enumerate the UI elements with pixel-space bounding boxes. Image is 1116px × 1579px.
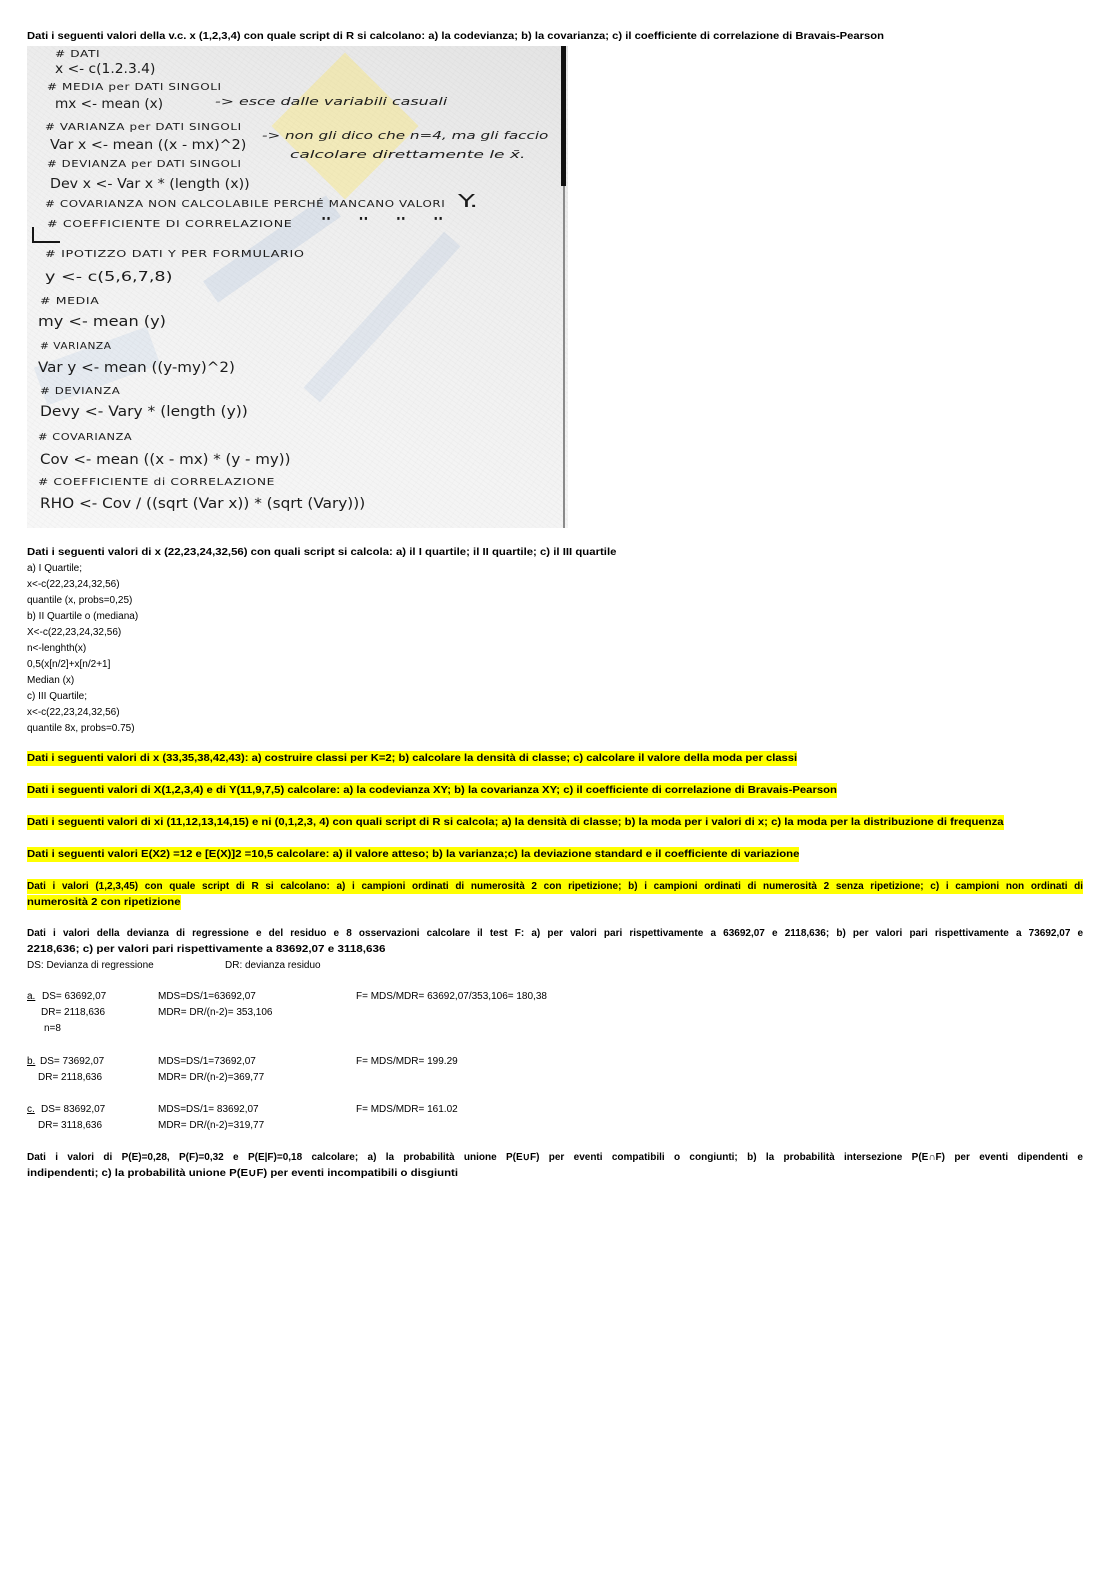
case-mdr: MDR= DR/(n-2)= 353,106: [158, 1007, 273, 1018]
exercise-probability: [27, 1150, 1083, 1182]
handwritten-code: y <- c(5,6,7,8): [45, 270, 173, 285]
handwritten-comment: # IPOTIZZO DATI Y PER FORMULARIO: [45, 249, 305, 260]
case-dr: DR= 2118,636: [41, 1007, 106, 1018]
case-dr: DR= 3118,636: [38, 1120, 103, 1131]
highlighted-question-3: [27, 815, 1004, 831]
highlighted-question-2: [27, 783, 837, 799]
answer-line: c) III Quartile;: [27, 691, 88, 702]
handwritten-code: x <- c(1.2.3.4): [55, 62, 156, 77]
scan-edge-line: [563, 186, 565, 528]
handwritten-code: Dev x <- Var x * (length (x)): [50, 177, 250, 192]
highlighted-question-text: Dati i valori (1,2,3,45) con quale script di R si calcolano: a) i campioni ordinati di numerosità 2 con ripetizione; b) i campioni ordinati di numerosità 2 senza ripetizione; c) i campioni non ordinati di: [27, 881, 1084, 892]
handwritten-annotation: -> non gli dico che n=4, ma gli faccio: [262, 129, 549, 142]
case-label: a.: [27, 991, 36, 1002]
answer-line: a) I Quartile;: [27, 563, 83, 574]
handwritten-comment: # COVARIANZA NON CALCOLABILE PERCHÉ MANCANO VALORI: [45, 199, 446, 210]
handwritten-annotation: calcolare direttamente le x̄.: [290, 148, 526, 161]
case-mdr: MDR= DR/(n-2)=369,77: [158, 1072, 265, 1083]
answer-line: X<-c(22,23,24,32,56): [27, 627, 122, 638]
highlighted-question-5: [27, 879, 1083, 911]
handwritten-code: Var x <- mean ((x - mx)^2): [50, 138, 247, 153]
handwritten-comment: # COVARIANZA: [38, 432, 133, 443]
answer-line: quantile 8x, probs=0.75): [27, 723, 135, 734]
answer-line: n<-lenghth(x): [27, 643, 87, 654]
exercise-2-question: Dati i seguenti valori di x (22,23,24,32,56) con quali script si calcola: a) il I quartile; il II quartile; c) il III quartile: [27, 547, 617, 558]
highlighted-question-1: [27, 751, 798, 767]
answer-line: 0,5(x[n/2]+x[n/2+1]: [27, 659, 111, 670]
answer-line: x<-c(22,23,24,32,56): [27, 707, 120, 718]
handwritten-notes-image: [27, 46, 568, 528]
case-ds: DS= 73692,07: [40, 1056, 105, 1067]
exercise-1: [27, 29, 884, 45]
exercise-1-question: Dati i seguenti valori della v.c. x (1,2,3,4) con quale script di R si calcolano: a) la codevianza; b) la covarianza; c) il coefficiente di correlazione di Bravais-Pearson: [27, 31, 884, 42]
highlighted-question-text: Dati i seguenti valori di X(1,2,3,4) e di Y(11,9,7,5) calcolare: a) la codevianza XY; b) la covarianza XY; c) il coefficiente di correlazione di Bravais-Pearson: [27, 785, 837, 796]
handwritten-comment: # MEDIA per DATI SINGOLI: [47, 82, 222, 93]
handwritten-code: my <- mean (y): [38, 314, 166, 330]
exercise-regression: [27, 926, 1083, 974]
probability-question-line: indipendenti; c) la probabilità unione P(E∪F) per eventi incompatibili o disgiunti: [27, 1168, 459, 1179]
highlighted-question-text: Dati i seguenti valori di x (33,35,38,42,43): a) costruire classi per K=2; b) calcolare la densità di classe; c) calcolare il valore della moda per classi: [27, 753, 798, 764]
case-ds: DS= 63692,07: [42, 991, 107, 1002]
handwritten-code: Devy <- Vary * (length (y)): [40, 404, 248, 420]
case-f: F= MDS/MDR= 199.29: [356, 1056, 458, 1067]
handwritten-comment: # DEVIANZA per DATI SINGOLI: [47, 159, 242, 170]
handwritten-letter: Y.: [458, 191, 479, 212]
handwritten-comment: # COEFFICIENTE DI CORRELAZIONE: [47, 219, 293, 230]
highlighted-question-text: Dati i seguenti valori E(X2) =12 e [E(X)]2 =10,5 calcolare: a) il valore atteso; b) la varianza;c) la deviazione standard e il coefficiente di variazione: [27, 849, 800, 860]
watermark-diamond-shape: [271, 52, 418, 199]
handwritten-code: Var y <- mean ((y-my)^2): [38, 360, 235, 376]
answer-line: quantile (x, probs=0,25): [27, 595, 133, 606]
handwritten-comment: # COEFFICIENTE di CORRELAZIONE: [38, 477, 276, 488]
case-mds: MDS=DS/1=63692,07: [158, 991, 256, 1002]
handwritten-code: Cov <- mean ((x - mx) * (y - my)): [40, 452, 291, 468]
handwritten-comment: # DEVIANZA: [40, 386, 121, 397]
answer-line: Median (x): [27, 675, 75, 686]
case-f: F= MDS/MDR= 63692,07/353,106= 180,38: [356, 991, 547, 1002]
answer-line: b) II Quartile o (mediana): [27, 611, 139, 622]
scan-edge-shadow: [561, 46, 566, 186]
regression-legend: [27, 958, 1083, 974]
handwritten-code: RHO <- Cov / ((sqrt (Var x)) * (sqrt (Vary))): [40, 496, 366, 512]
case-mdr: MDR= DR/(n-2)=319,77: [158, 1120, 265, 1131]
case-ds: DS= 83692,07: [41, 1104, 106, 1115]
highlighted-question-text: Dati i seguenti valori di xi (11,12,13,14,15) e ni (0,1,2,3, 4) con quali script di R si calcola; a) la densità di classe; b) la moda per i valori di x; c) la moda per la distribuzione di frequenza: [27, 817, 1004, 828]
case-mds: MDS=DS/1= 83692,07: [158, 1104, 259, 1115]
handwritten-comment: # VARIANZA: [40, 341, 112, 352]
case-dr: DR= 2118,636: [38, 1072, 103, 1083]
legend-ds: DS: Devianza di regressione: [27, 960, 154, 971]
case-f: F= MDS/MDR= 161.02: [356, 1104, 458, 1115]
regression-question-line: Dati i valori della devianza di regressione e del residuo e 8 osservazioni calcolare il test F: a) per valori pari rispettivamente a 63692,07 e 2118,636; b) per valori pari rispettivamente a 73692,07 e: [27, 928, 1084, 939]
watermark-band-shape: [304, 232, 461, 403]
handwritten-comment: # VARIANZA per DATI SINGOLI: [45, 122, 242, 133]
case-mds: MDS=DS/1=73692,07: [158, 1056, 256, 1067]
handwritten-ditto-marks: " " " ": [320, 215, 445, 228]
legend-dr: DR: devianza residuo: [225, 960, 321, 971]
case-label: b.: [27, 1056, 36, 1067]
highlighted-question-4: [27, 847, 800, 863]
answer-line: x<-c(22,23,24,32,56): [27, 579, 120, 590]
case-n: n=8: [44, 1023, 61, 1034]
case-label: c.: [27, 1104, 35, 1115]
probability-question-line: Dati i valori di P(E)=0,28, P(F)=0,32 e P(E|F)=0,18 calcolare; a) la probabilità unione P(E∪F) per eventi compatibili o congiunti; b) la probabilità intersezione P(E∩F) per eventi dipendenti e: [27, 1152, 1083, 1163]
handwritten-annotation: -> esce dalle variabili casuali: [215, 95, 448, 108]
exercise-2: [27, 545, 617, 737]
handwritten-comment: # DATI: [55, 49, 101, 60]
handwritten-comment: # MEDIA: [40, 296, 100, 307]
regression-question-line: 2218,636; c) per valori pari rispettivamente a 83692,07 e 3118,636: [27, 944, 386, 955]
highlighted-question-text: numerosità 2 con ripetizione: [27, 897, 181, 908]
handwritten-code: mx <- mean (x): [55, 97, 164, 112]
